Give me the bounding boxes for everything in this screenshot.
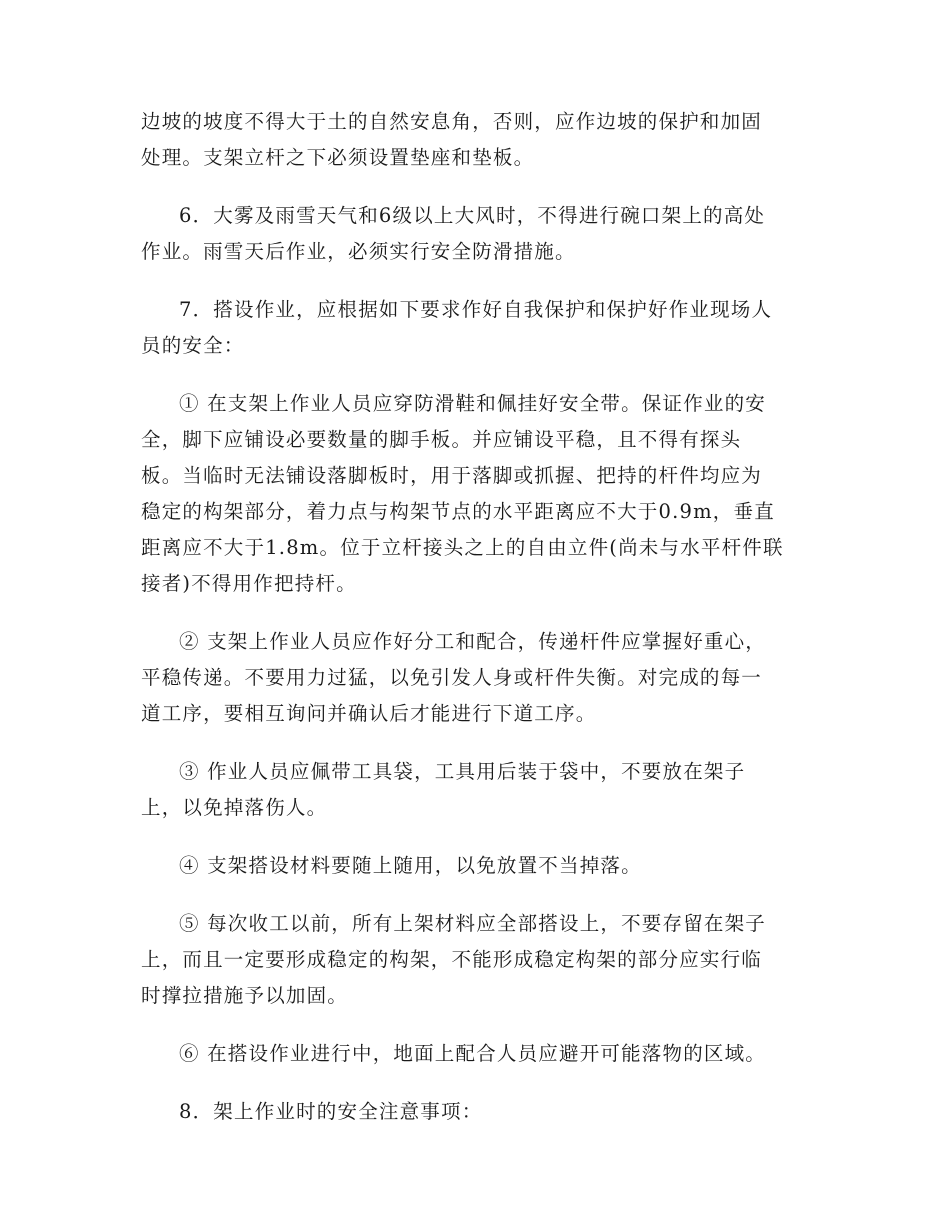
text-line: ① 在支架上作业人员应穿防滑鞋和佩挂好安全带。保证作业的安 bbox=[179, 392, 766, 415]
text-line: 上，以免掉落伤人。 bbox=[141, 796, 328, 819]
text-line: ② 支架上作业人员应作好分工和配合，传递杆件应掌握好重心， bbox=[179, 630, 766, 653]
text-line: 时撑拉措施予以加固。 bbox=[141, 984, 349, 1007]
text-line: 平稳传递。不要用力过猛，以免引发人身或杆件失衡。对完成的每一 bbox=[141, 666, 763, 689]
paragraph-item-8 bbox=[141, 1094, 801, 1130]
paragraph-item-6 bbox=[141, 198, 801, 270]
text-line: 板。当临时无法铺设落脚板时，用于落脚或抓握、把持的杆件均应为 bbox=[141, 464, 763, 487]
text-line: 接者)不得用作把持杆。 bbox=[141, 572, 357, 595]
paragraph-sub-1 bbox=[141, 386, 801, 602]
text-line: 稳定的构架部分，着力点与构架节点的水平距离应不大于0.9m，垂直 bbox=[141, 500, 775, 523]
document-page bbox=[141, 104, 801, 1152]
paragraph-item-7 bbox=[141, 292, 801, 364]
text-line: ⑥ 在搭设作业进行中，地面上配合人员应避开可能落物的区域。 bbox=[179, 1042, 766, 1065]
text-line: 道工序，要相互询问并确认后才能进行下道工序。 bbox=[141, 702, 597, 725]
text-line: 处理。支架立杆之下必须设置垫座和垫板。 bbox=[141, 146, 535, 169]
paragraph-sub-3 bbox=[141, 754, 801, 826]
text-line: 7．搭设作业，应根据如下要求作好自我保护和保护好作业现场人 bbox=[179, 298, 773, 321]
text-line: ④ 支架搭设材料要随上随用，以免放置不当掉落。 bbox=[179, 854, 642, 877]
paragraph-sub-5 bbox=[141, 906, 801, 1014]
text-line: ⑤ 每次收工以前，所有上架材料应全部搭设上，不要存留在架子 bbox=[179, 912, 766, 935]
text-line: 全，脚下应铺设必要数量的脚手板。并应铺设平稳，且不得有探头 bbox=[141, 428, 742, 451]
text-line: 距离应不大于1.8m。位于立杆接头之上的自由立件(尚未与水平杆件联 bbox=[141, 536, 784, 559]
paragraph-continuation bbox=[141, 104, 801, 176]
text-line: 6．大雾及雨雪天气和6级以上大风时，不得进行碗口架上的高处 bbox=[179, 204, 766, 227]
text-line: 边坡的坡度不得大于土的自然安息角，否则，应作边坡的保护和加固 bbox=[141, 110, 763, 133]
text-line: ③ 作业人员应佩带工具袋，工具用后装于袋中，不要放在架子 bbox=[179, 760, 746, 783]
paragraph-sub-2 bbox=[141, 624, 801, 732]
text-line: 8．架上作业时的安全注意事项： bbox=[179, 1100, 483, 1123]
paragraph-sub-6 bbox=[141, 1036, 801, 1072]
text-line: 员的安全： bbox=[141, 334, 245, 357]
text-line: 上，而且一定要形成稳定的构架，不能形成稳定构架的部分应实行临 bbox=[141, 948, 763, 971]
paragraph-sub-4 bbox=[141, 848, 801, 884]
text-line: 作业。雨雪天后作业，必须实行安全防滑措施。 bbox=[141, 240, 576, 263]
